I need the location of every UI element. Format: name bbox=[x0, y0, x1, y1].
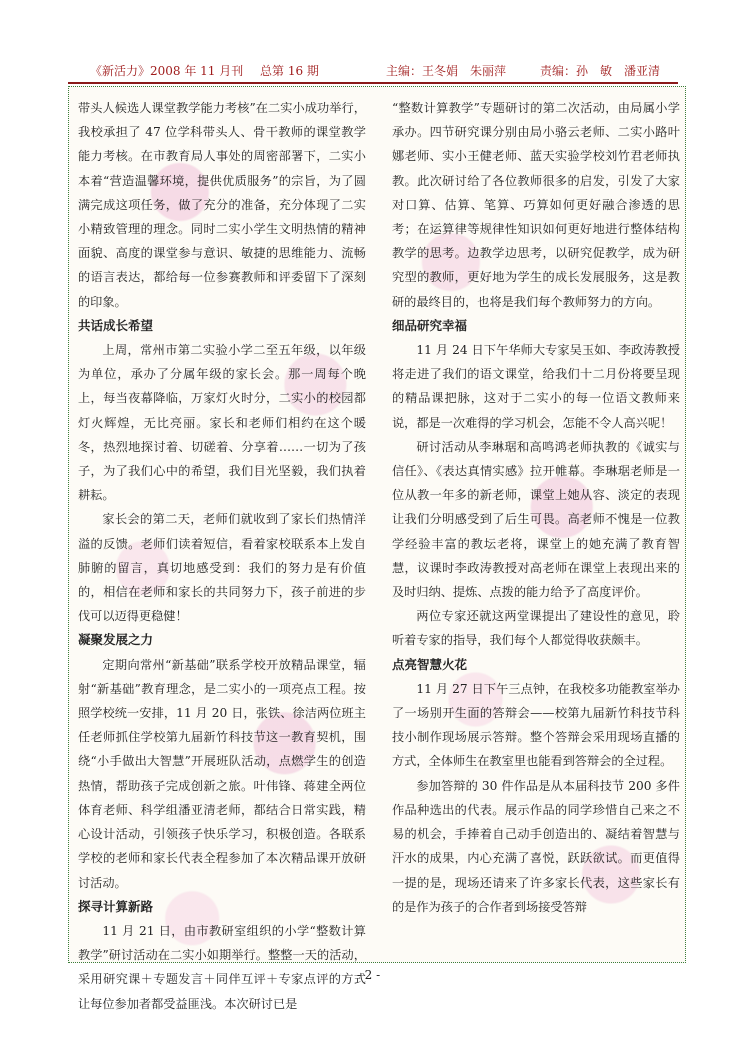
paragraph: 研讨活动从李琳琚和高鸣鸿老师执教的《诚实与信任》、《表达真情实感》拉开帷幕。李琳琚老师是一位从教一年多的新老师，课堂上她从容、淡定的表现让我们分明感受到了后生可畏。高老师不愧是一位教学经验丰富的教坛老将，课堂上的她充满了教育智慧，议课时李政涛教授对高老师在课堂上表现出来的及时归纳、提炼、点拨的能力给予了高度评价。 bbox=[392, 439, 680, 600]
paragraph: 两位专家还就这两堂课提出了建设性的意见，聆听着专家的指导，我们每个人都觉得收获颇丰。 bbox=[392, 609, 680, 648]
responsible-editors: 责编：孙 敏 潘亚清 bbox=[540, 64, 661, 78]
section-heading: 共话成长希望 bbox=[78, 317, 154, 333]
section-heading: 探寻计算新路 bbox=[78, 898, 154, 914]
paragraph: “整数计算教学”专题研讨的第二次活动，由局属小学承办。四节研究课分别由局小骆云老师、二实小路叶娜老师、实小王健老师、蓝天实验学校刘竹君老师执教。此次研讨给了各位教师很多的启发，引发了大家对口算、估算、笔算、巧算如何更好融合渗透的思考；在运算律等规律性知识如何更好地进行整体结构教学的思考。边教学边思考，以研究促教学，成为研究型的教师，更好地为学生的成长发展服务，这是教研的最终目的，也将是我们每个教师努力的方向。 bbox=[392, 101, 680, 309]
section-heading: 凝聚发展之力 bbox=[78, 632, 154, 648]
section-heading: 细品研究幸福 bbox=[392, 317, 468, 333]
issue-number: 总第 16 期 bbox=[260, 64, 319, 78]
paragraph: 11 月 24 日下午华师大专家吴玉如、李政涛教授将走进了我们的语文课堂，给我们十二月份将要呈现的精品课把脉，这对于二实小的每一位语文教师来说，都是一次难得的学习机会，怎能不令人高兴呢！ bbox=[392, 343, 680, 430]
paragraph: 带头人候选人课堂教学能力考核”在二实小成功举行，我校承担了 47 位学科带头人、骨干教师的课堂教学能力考核。在市教育局人事处的周密部署下，二实小本着“营造温馨环境，提供优质服务”的宗旨，为了圆满完成这项任务，做了充分的准备，充分体现了二实小精致管理的理念。同时二实小学生文明热情的精神面貌、高度的课堂参与意识、敏捷的思维能力、流畅的语言表达，都给每一位参赛教师和评委留下了深刻的印象。 bbox=[78, 101, 366, 309]
paragraph: 11 月 21 日，由市教研室组织的小学“整数计算教学”研讨活动在二实小如期举行。整整一天的活动，采用研究课＋专题发言＋同伴互评＋专家点评的方式让每位参加者都受益匪浅。本次研讨已是 bbox=[78, 923, 366, 1011]
chief-editors: 主编：王冬娟 朱丽萍 bbox=[386, 64, 507, 78]
right-column bbox=[392, 96, 680, 919]
left-column bbox=[78, 96, 366, 1016]
paragraph: 家长会的第二天，老师们就收到了家长们热情洋溢的反馈。老师们读着短信，看着家校联系本上发自肺腑的留言，真切地感受到：我们的努力是有价值的，相信在老师和家长的共同努力下，孩子前进的步伐可以迈得更稳健！ bbox=[78, 512, 366, 624]
paragraph: 11 月 27 日下午三点钟，在我校多功能教室举办了一场别开生面的答辩会——校第九届新竹科技节科技小制作现场展示答辩。整个答辩会采用现场直播的方式，全体师生在教室里也能看到答辩会的全过程。 bbox=[392, 681, 680, 769]
paragraph: 上周，常州市第二实验小学二至五年级，以年级为单位，承办了分属年级的家长会。那一周每个晚上，每当夜幕降临，万家灯火时分，二实小的校园都灯火辉煌，无比亮丽。家长和老师们相约在这个暖冬，热烈地探讨着、切磋着、分享着……一切为了孩子，为了我们心中的希望，我们目光坚毅，我们执着耕耘。 bbox=[78, 343, 366, 503]
journal-title: 《新活力》2008 年 11 月刊 bbox=[90, 64, 244, 78]
paragraph: 定期向常州“新基础”联系学校开放精品课堂，辐射“新基础”教育理念，是二实小的一项亮点工程。按照学校统一安排，11 月 20 日，张铁、徐洁两位班主任老师抓住学校第九届新竹科技节这一教育契机，围绕“小手做出大智慧”开展班队活动，点燃学生的创造热情，帮助孩子完成创新之旅。叶伟锋、蒋建全两位体育老师、科学组潘亚清老师，都结合日常实践，精心设计活动，引领孩子快乐学习，积极创造。各联系学校的老师和家长代表全程参加了本次精品课开放研讨活动。 bbox=[78, 657, 366, 890]
page-number: - 2 - bbox=[356, 968, 381, 982]
paragraph: 参加答辩的 30 件作品是从本届科技节 200 多件作品种选出的代表。展示作品的同学珍惜自己来之不易的机会，手捧着自己动手创造出的、凝结着智慧与汗水的成果，内心充满了喜悦，跃跃欲试。而更值得一提的是，现场还请来了许多家长代表，这些家长有的是作为孩子的合作者到场接受答辩 bbox=[392, 778, 680, 914]
section-heading: 点亮智慧火花 bbox=[392, 656, 468, 672]
page-header bbox=[68, 54, 678, 84]
